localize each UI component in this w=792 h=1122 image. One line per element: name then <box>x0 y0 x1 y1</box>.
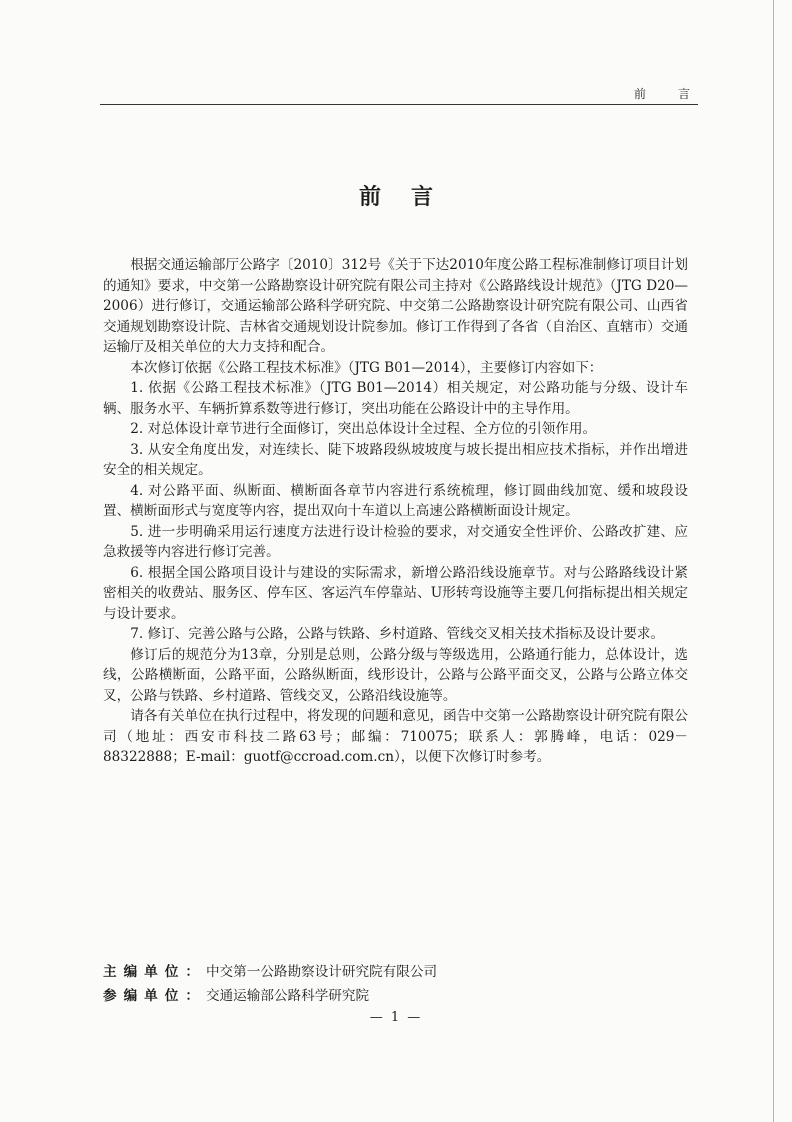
credits-block <box>103 960 688 1008</box>
page-edge-line <box>773 0 774 1122</box>
paragraph-item-3: 3. 从安全角度出发，对连续长、陡下坡路段纵坡坡度与坡长提出相应技术指标，并作出增进安全的相关规定。 <box>103 441 688 478</box>
paragraph-item-6: 6. 根据全国公路项目设计与建设的实际需求，新增公路沿线设施章节。对与公路路线设计紧密相关的收费站、服务区、停车区、客运汽车停靠站、U形转弯设施等主要几何指标提出相关规定与设计要求。 <box>103 564 688 622</box>
paragraph-item-2: 2. 对总体设计章节进行全面修订，突出总体设计全过程、全方位的引领作用。 <box>130 421 597 437</box>
page-title: 前言 <box>358 185 463 210</box>
credit-value: 交通运输部公路科学研究院 <box>205 988 370 1004</box>
paragraph-item-4: 4. 对公路平面、纵断面、横断面各章节内容进行系统梳理，修订圆曲线加宽、缓和坡段设置、横断面形式与宽度等内容，提出双向十车道以上高速公路横断面设计规定。 <box>103 482 688 519</box>
header-rule <box>100 104 698 105</box>
paragraph-intro: 根据交通运输部厅公路字〔2010〕312号《关于下达2010年度公路工程标准制修订项目计划的通知》要求，中交第一公路勘察设计研究院有限公司主持对《公路路线设计规范》（JTG D20—2006）进行修订，交通运输部公路科学研究院、中交第二公路勘察设计研究院有限公司、山西省交通规划勘察设计院、吉林省交通规划设计院参加。修订工作得到了各省（自治区、直辖市）交通运输厅及相关单位的大力支持和配合。 <box>103 257 688 355</box>
paragraph-contact: 请各有关单位在执行过程中，将发现的问题和意见，函告中交第一公路勘察设计研究院有限公司（地址：西安市科技二路63号；邮编：710075；联系人：郭腾峰，电话：029－88322888；E-mail：guotf@ccroad.com.cn），以便下次修订时参考。 <box>103 708 688 765</box>
credit-chief-editor <box>103 960 688 984</box>
credit-participating <box>103 984 688 1008</box>
running-header: 前 言 <box>633 87 700 101</box>
credit-label: 主编单位： <box>103 964 206 980</box>
credit-label: 参编单位： <box>103 988 206 1004</box>
paragraph-basis: 本次修订依据《公路工程技术标准》（JTG B01—2014），主要修订内容如下： <box>130 359 603 376</box>
paragraph-item-5: 5. 进一步明确采用运行速度方法进行设计检验的要求，对交通安全性评价、公路改扩建、应急救援等内容进行修订完善。 <box>103 523 688 560</box>
paragraph-item-7: 7. 修订、完善公路与公路，公路与铁路、乡村道路、管线交叉相关技术指标及设计要求。 <box>130 626 665 642</box>
paragraph-chapters: 修订后的规范分为13章，分别是总则，公路分级与等级选用，公路通行能力，总体设计，选线，公路横断面，公路平面，公路纵断面，线形设计，公路与公路平面交叉，公路与公路立体交叉，公路与铁路、乡村道路、管线交叉，公路沿线设施等。 <box>103 646 688 704</box>
page-number: — 1 — <box>369 1010 423 1025</box>
credit-value: 中交第一公路勘察设计研究院有限公司 <box>205 964 438 980</box>
paragraph-item-1: 1. 依据《公路工程技术标准》（JTG B01—2014）相关规定，对公路功能与分级、设计车辆、服务水平、车辆折算系数等进行修订，突出功能在公路设计中的主导作用。 <box>103 380 688 417</box>
body-text <box>103 255 688 768</box>
